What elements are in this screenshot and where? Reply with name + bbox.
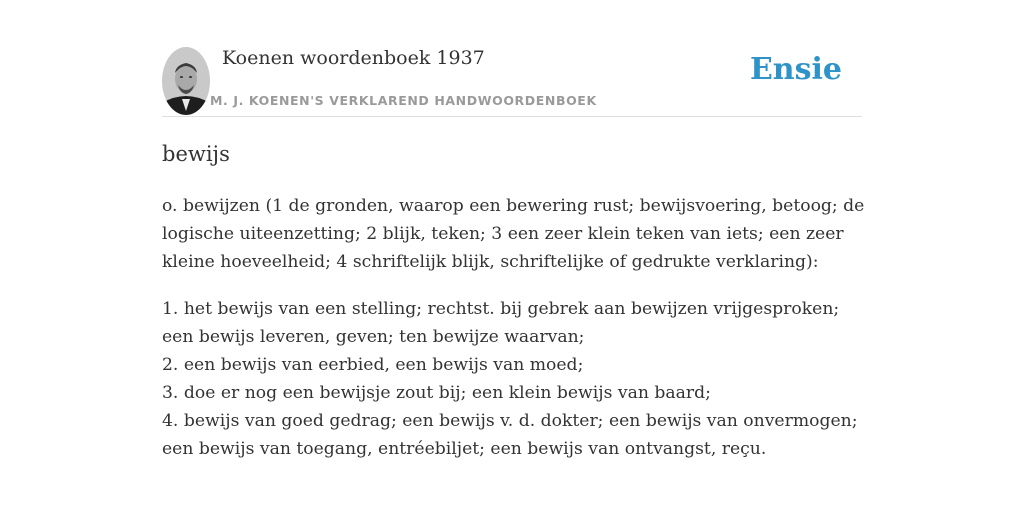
entry-definition: o. bewijzen (1 de gronden, waarop een bewering rust; bewijsvoering, betoog; de logische uiteenzetting; 2 blijk, teken; 3 een zeer klein teken van iets; een zeer kleine hoeveelheid; 4 schriftelijk blijk, schriftelijke of gedrukte verklaring):	[162, 196, 865, 272]
author-portrait-icon	[162, 47, 210, 115]
dictionary-subtitle: M. J. KOENEN'S VERKLAREND HANDWOORDENBOEK	[210, 93, 597, 108]
example-line: 2. een bewijs van eerbied, een bewijs van moed;	[162, 355, 584, 375]
dictionary-title: Koenen woordenboek 1937	[222, 47, 485, 69]
example-line: 3. doe er nog een bewijsje zout bij; een klein bewijs van baard;	[162, 383, 711, 403]
example-line: 1. het bewijs van een stelling; rechtst. bij gebrek aan bewijzen vrijgesproken; een bewijs leveren, geven; ten bewijze waarvan;	[162, 299, 840, 347]
example-line: 4. bewijs van goed gedrag; een bewijs v. d. dokter; een bewijs van onvermogen; een bewijs van toegang, entréebiljet; een bewijs van ontvangst, reçu.	[162, 411, 858, 459]
entry-headword: bewijs	[162, 142, 230, 166]
dictionary-header	[162, 46, 862, 117]
entry-examples	[162, 295, 868, 463]
brand-logo-link[interactable]: Ensie	[749, 52, 842, 87]
